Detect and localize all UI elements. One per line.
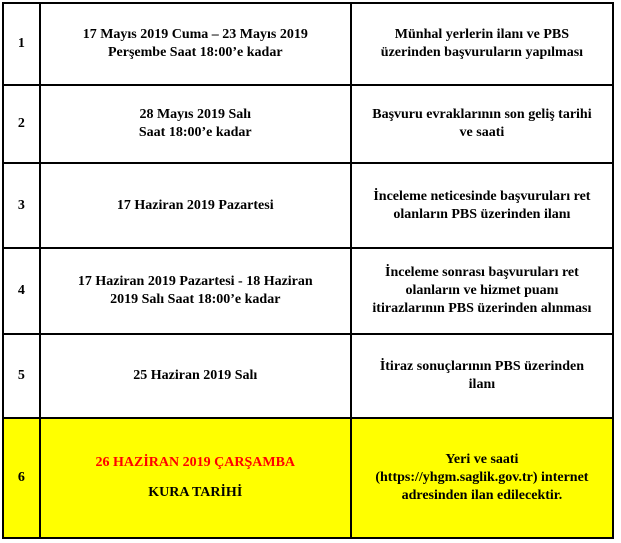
- row-number: 1: [3, 3, 40, 85]
- date-cell: [40, 163, 351, 249]
- row-number: 3: [3, 163, 40, 249]
- description-line: ve saati: [459, 124, 505, 140]
- table-row: [3, 248, 613, 334]
- row-number: 5: [3, 334, 40, 418]
- table-row: [3, 85, 613, 163]
- date-line: 17 Haziran 2019 Pazartesi - 18 Haziran: [77, 274, 313, 290]
- description-cell: [351, 163, 613, 249]
- description-line: Yeri ve saati: [445, 452, 519, 468]
- description-cell: [351, 334, 613, 418]
- date-cell: [40, 334, 351, 418]
- date-line: Perşembe Saat 18:00’e kadar: [107, 44, 283, 60]
- table-row: [3, 3, 613, 85]
- row-number: 6: [3, 418, 40, 538]
- description-line: Münhal yerlerin ilanı ve PBS: [394, 26, 570, 42]
- date-cell: [40, 418, 351, 538]
- description-line: İnceleme neticesinde başvuruları ret: [373, 188, 591, 204]
- description-line: Başvuru evraklarının son geliş tarihi: [372, 106, 592, 122]
- description-cell: [351, 248, 613, 334]
- description-line: ilanı: [468, 377, 496, 393]
- date-line: Saat 18:00’e kadar: [138, 124, 252, 140]
- row-number: 2: [3, 85, 40, 163]
- date-cell: [40, 3, 351, 85]
- description-line: adresinden ilan edilecektir.: [401, 488, 563, 504]
- highlighted-table-row: [3, 418, 613, 538]
- date-line: 25 Haziran 2019 Salı: [133, 368, 258, 384]
- description-cell: [351, 418, 613, 538]
- date-cell: [40, 248, 351, 334]
- date-cell: [40, 85, 351, 163]
- schedule-table: [2, 2, 614, 539]
- row-number: 4: [3, 248, 40, 334]
- date-line: 2019 Salı Saat 18:00’e kadar: [110, 292, 281, 308]
- description-line: (https://yhgm.saglik.gov.tr) internet: [375, 470, 589, 486]
- description-cell: [351, 85, 613, 163]
- description-line: itirazlarının PBS üzerinden alınması: [372, 301, 592, 317]
- description-line: olanların ve hizmet puanı: [405, 283, 559, 299]
- date-line: 17 Haziran 2019 Pazartesi: [116, 197, 274, 213]
- description-line: İtiraz sonuçlarının PBS üzerinden: [379, 359, 584, 375]
- table-row: [3, 334, 613, 418]
- description-line: üzerinden başvuruların yapılması: [380, 44, 584, 60]
- date-line: 17 Mayıs 2019 Cuma – 23 Mayıs 2019: [82, 26, 308, 42]
- table-row: [3, 163, 613, 249]
- description-line: İnceleme sonrası başvuruları ret: [385, 265, 579, 281]
- lottery-date-label: KURA TARİHİ: [148, 485, 243, 501]
- description-cell: [351, 3, 613, 85]
- description-line: olanların PBS üzerinden ilanı: [393, 206, 571, 222]
- lottery-date: 26 HAZİRAN 2019 ÇARŞAMBA: [95, 455, 296, 471]
- date-line: 28 Mayıs 2019 Salı: [139, 106, 252, 122]
